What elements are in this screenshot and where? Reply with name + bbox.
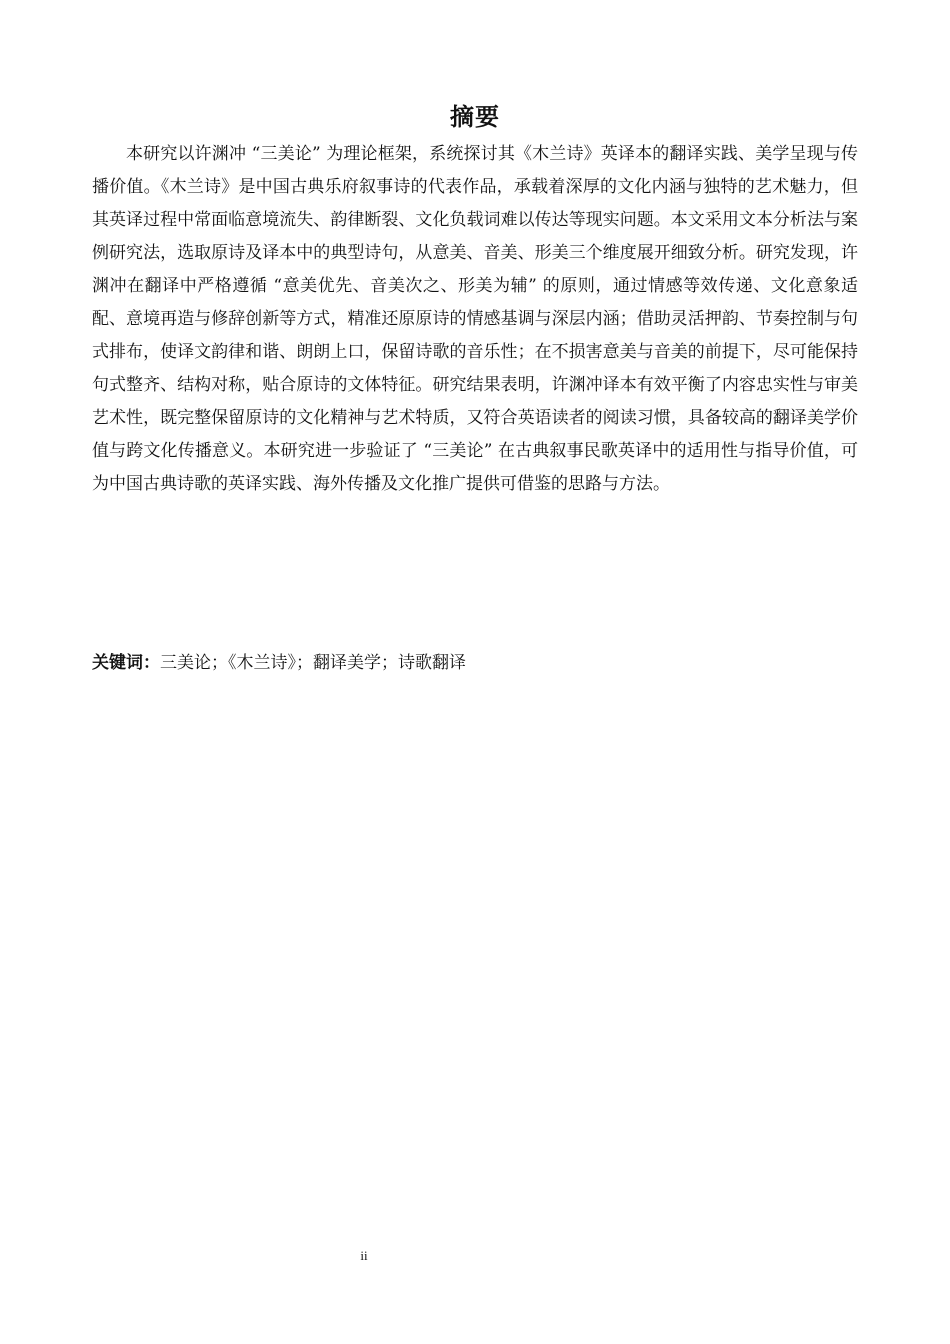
page-number: ii [360,1248,368,1263]
abstract-paragraph: 本研究以许渊冲 “三美论” 为理论框架，系统探讨其《木兰诗》英译本的翻译实践、美学呈现与传播价值。《木兰诗》是中国古典乐府叙事诗的代表作品，承载着深厚的文化内涵与独特的艺术魅力，但其英译过程中常面临意境流失、韵律断裂、文化负载词难以传达等现实问题。本文采用文本分析法与案例研究法，选取原诗及译本中的典型诗句，从意美、音美、形美三个维度展开细致分析。研究发现，许渊冲在翻译中严格遵循 “意美优先、音美次之、形美为辅” 的原则，通过情感等效传递、文化意象适配、意境再造与修辞创新等方式，精准还原原诗的情感基调与深层内涵；借助灵活押韵、节奏控制与句式排布，使译文韵律和谐、朗朗上口，保留诗歌的音乐性；在不损害意美与音美的前提下，尽可能保持句式整齐、结构对称，贴合原诗的文体特征。研究结果表明，许渊冲译本有效平衡了内容忠实性与审美艺术性，既完整保留原诗的文化精神与艺术特质，又符合英语读者的阅读习惯，具备较高的翻译美学价值与跨文化传播意义。本研究进一步验证了 “三美论” 在古典叙事民歌英译中的适用性与指导价值，可为中国古典诗歌的英译实践、海外传播及文化推广提供可借鉴的思路与方法。 [92,144,858,494]
abstract-title: 摘要 [450,103,500,131]
keywords-text: 三美论；《木兰诗》；翻译美学；诗歌翻译 [160,653,466,673]
keywords-line [92,648,858,678]
keywords-label: 关键词： [92,653,160,673]
